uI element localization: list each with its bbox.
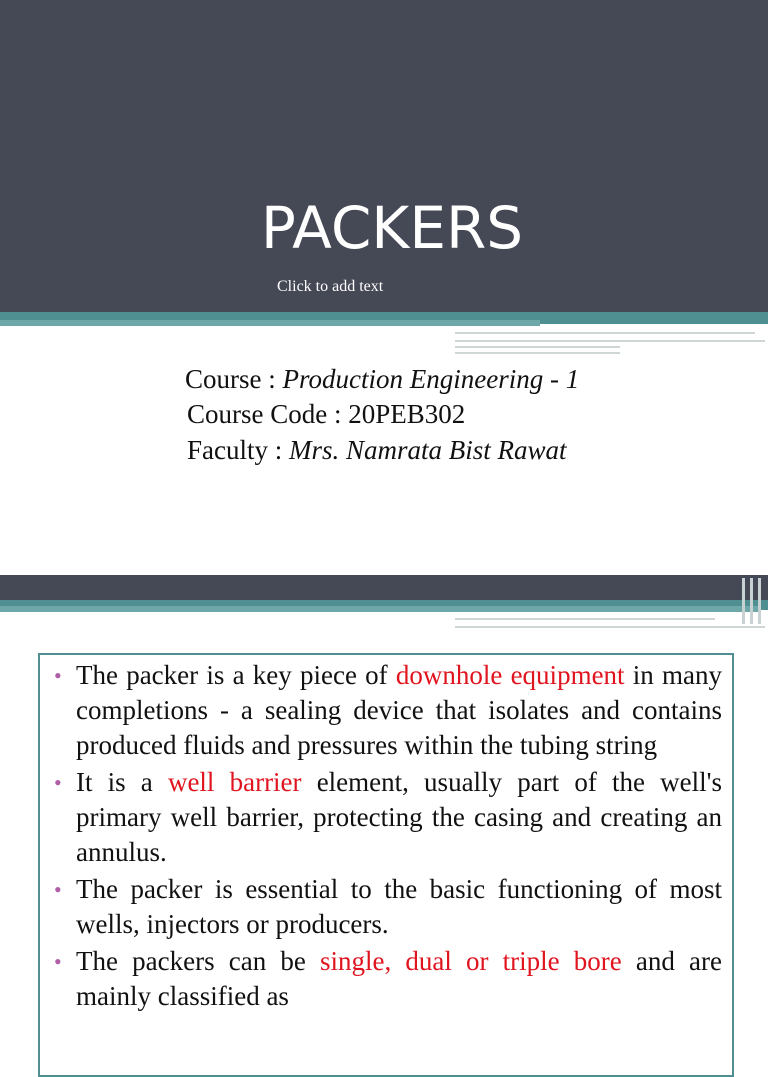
faculty-value: Mrs. Namrata Bist Rawat [289, 435, 567, 465]
bullet-item [48, 872, 722, 942]
course-code-line [187, 399, 465, 430]
bullet-item [48, 658, 722, 763]
bullet-dot-icon: • [54, 663, 62, 688]
decor-stripe [455, 626, 765, 628]
bullet-text: element, usually part of the well's primary well barrier, protecting the casing and creating an annulus. [76, 767, 722, 867]
decor-vertical-stripe [750, 578, 753, 624]
decor-vertical-stripe [742, 578, 745, 624]
decor-stripe [455, 332, 755, 334]
subtitle-placeholder[interactable]: Click to add text [277, 278, 384, 295]
title-slide-header [0, 0, 768, 316]
highlighted-term: single, dual or triple bore [319, 946, 622, 976]
bullet-text: The packer is essential to the basic functioning of most wells, injectors or producers. [76, 874, 722, 939]
bullet-dot-icon: • [54, 949, 62, 974]
slide-title[interactable]: PACKERS [260, 194, 524, 262]
course-value: Production Engineering - 1 [282, 364, 580, 394]
course-code-label: Course Code : [187, 399, 349, 429]
bullet-dot-icon: • [54, 770, 62, 795]
decor-vertical-stripe [758, 578, 761, 624]
bullet-text: and are mainly classified as [76, 946, 722, 1011]
faculty-line [187, 435, 567, 466]
highlighted-term: downhole equipment [395, 660, 625, 690]
decor-stripe [455, 346, 620, 348]
bullet-list [48, 658, 722, 1016]
bullet-item [48, 944, 722, 1014]
bullet-text: in many completions - a sealing device that isolates and contains produced fluids and pressures within the tubing string [76, 660, 722, 760]
course-code-value: 20PEB302 [348, 399, 466, 429]
course-label: Course : [185, 364, 283, 394]
bullet-dot-icon: • [54, 877, 62, 902]
decor-stripe [455, 340, 765, 342]
bullet-item [48, 765, 722, 870]
course-line [185, 364, 579, 395]
header-accent-band-light [0, 320, 540, 326]
decor-stripe [455, 618, 715, 620]
content-header-accent-light [0, 606, 760, 612]
bullet-text: It is a [76, 767, 168, 797]
bullet-text: The packer is a key piece of [76, 660, 396, 690]
highlighted-term: well barrier [167, 767, 302, 797]
content-slide-header [0, 575, 768, 603]
decor-stripe [455, 352, 620, 354]
bullet-text: The packers can be [76, 946, 320, 976]
faculty-label: Faculty : [187, 435, 289, 465]
